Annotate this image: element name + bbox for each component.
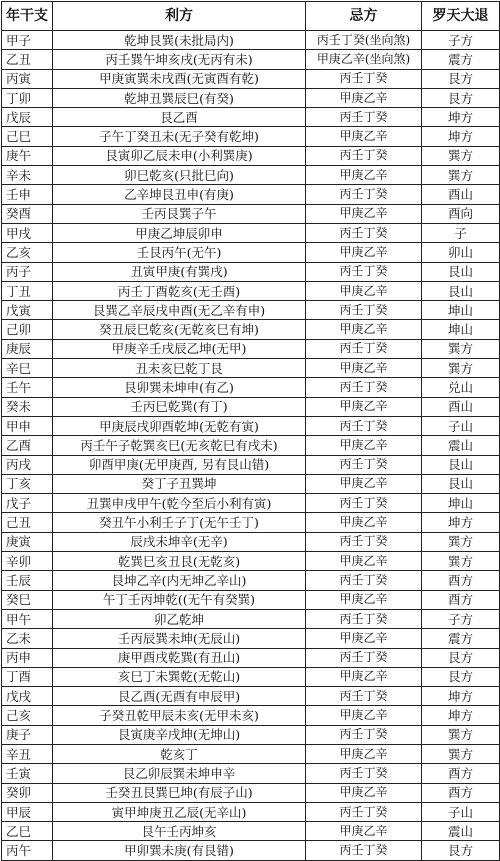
cell-avoid: 甲庚乙辛 [306,320,422,339]
cell-avoid: 丙壬丁癸(坐向煞) [306,31,422,50]
cell-avoid: 甲庚乙辛 [306,822,422,841]
table-row [2,744,500,763]
cell-year: 戊戌 [2,687,53,706]
cell-avoid: 丙壬丁癸 [306,416,422,435]
cell-favorable: 丑未亥巳乾丁艮 [53,359,306,378]
table-row [2,532,500,551]
cell-luotian: 巽方 [422,744,500,763]
cell-year: 乙巳 [2,822,53,841]
cell-favorable: 丑巽申戌甲午(乾今至后小利有寅) [53,494,306,513]
cell-avoid: 丙壬丁癸 [306,339,422,358]
cell-avoid: 甲庚乙辛 [306,513,422,532]
cell-favorable: 艮坤乙辛(内无坤乙辛山) [53,571,306,590]
cell-avoid: 丙壬丁癸 [306,69,422,88]
table-body [2,31,500,861]
cell-avoid: 甲庚乙辛(坐向煞) [306,50,422,69]
cell-luotian: 巽方 [422,359,500,378]
cell-luotian: 艮山 [422,281,500,300]
cell-favorable: 丙壬午子乾巽亥巳(无亥乾巳有戌未) [53,436,306,455]
cell-year: 壬寅 [2,764,53,783]
cell-year: 壬午 [2,378,53,397]
table-row [2,204,500,223]
cell-avoid: 甲庚乙辛 [306,552,422,571]
cell-avoid: 甲庚乙辛 [306,166,422,185]
cell-luotian: 子 [422,223,500,242]
cell-favorable: 甲庚辛壬戌辰乙坤(无甲) [53,339,306,358]
table-row [2,706,500,725]
cell-luotian: 巽方 [422,146,500,165]
cell-favorable: 艮乙酉(无酉有申辰甲) [53,687,306,706]
cell-luotian: 子山 [422,416,500,435]
cell-favorable: 乾坤艮巽(未批局内) [53,31,306,50]
cell-favorable: 壬丙艮巽子午 [53,204,306,223]
cell-avoid: 丙壬丁癸 [306,764,422,783]
cell-year: 甲子 [2,31,53,50]
cell-luotian: 艮方 [422,69,500,88]
table-row [2,69,500,88]
cell-year: 癸卯 [2,783,53,802]
cell-favorable: 丙壬丁酉乾亥(无壬酉) [53,281,306,300]
cell-luotian: 子方 [422,31,500,50]
table-row [2,378,500,397]
cell-luotian: 酉方 [422,590,500,609]
table-row [2,629,500,648]
cell-year: 辛巳 [2,359,53,378]
cell-year: 壬辰 [2,571,53,590]
table-row [2,667,500,686]
header-year: 年干支 [2,2,53,31]
cell-favorable: 丑寅甲庚(有巽戌) [53,262,306,281]
cell-favorable: 庚甲酉戌乾巽(有丑山) [53,648,306,667]
cell-favorable: 甲卯巽未庚(有艮错) [53,841,306,860]
table-row [2,301,500,320]
header-favorable: 利方 [53,2,306,31]
cell-year: 丁亥 [2,474,53,493]
table-row [2,436,500,455]
cell-avoid: 甲庚乙辛 [306,397,422,416]
table-row [2,281,500,300]
table-row [2,185,500,204]
cell-year: 乙亥 [2,243,53,262]
cell-favorable: 卯巳乾亥(只批巳向) [53,166,306,185]
cell-year: 丁酉 [2,667,53,686]
cell-luotian: 震方 [422,629,500,648]
cell-year: 甲申 [2,416,53,435]
cell-year: 甲辰 [2,802,53,821]
table-row [2,397,500,416]
table-row [2,822,500,841]
cell-luotian: 酉方 [422,571,500,590]
cell-luotian: 巽方 [422,339,500,358]
cell-year: 己卯 [2,320,53,339]
cell-year: 辛卯 [2,552,53,571]
cell-year: 庚寅 [2,532,53,551]
cell-year: 己亥 [2,706,53,725]
cell-luotian: 坤方 [422,108,500,127]
cell-luotian: 巽方 [422,532,500,551]
cell-luotian: 子方 [422,609,500,628]
cell-luotian: 酉向 [422,204,500,223]
cell-favorable: 壬癸丑艮巽巳坤(有辰子山) [53,783,306,802]
cell-year: 己巳 [2,127,53,146]
cell-avoid: 丙壬丁癸 [306,494,422,513]
cell-avoid: 丙壬丁癸 [306,108,422,127]
cell-avoid: 甲庚乙辛 [306,204,422,223]
cell-favorable: 乙辛坤艮丑申(有庚) [53,185,306,204]
table-row [2,783,500,802]
cell-luotian: 坤山 [422,320,500,339]
cell-favorable: 卯酉甲庚(无甲庚酉, 另有艮山错) [53,455,306,474]
table-row [2,571,500,590]
cell-luotian: 巽方 [422,725,500,744]
cell-avoid: 甲庚乙辛 [306,436,422,455]
cell-year: 癸巳 [2,590,53,609]
cell-avoid: 丙壬丁癸 [306,571,422,590]
cell-avoid: 丙壬丁癸 [306,532,422,551]
table-row [2,513,500,532]
cell-avoid: 丙壬丁癸 [306,455,422,474]
cell-favorable: 壬艮丙午(无午) [53,243,306,262]
cell-year: 庚午 [2,146,53,165]
cell-luotian: 震方 [422,50,500,69]
table-row [2,50,500,69]
table-row [2,764,500,783]
cell-avoid: 丙壬丁癸 [306,223,422,242]
table-row [2,88,500,107]
cell-year: 甲戌 [2,223,53,242]
table-row [2,166,500,185]
cell-favorable: 癸丑辰巳乾亥(无乾亥巳有坤) [53,320,306,339]
cell-avoid: 丙壬丁癸 [306,378,422,397]
cell-avoid: 甲庚乙辛 [306,783,422,802]
cell-favorable: 乾亥丁 [53,744,306,763]
cell-favorable: 午丁壬丙坤乾((无午有癸巽) [53,590,306,609]
cell-favorable: 辰戌未坤辛(无辛) [53,532,306,551]
cell-favorable: 艮寅卯乙辰未申(小利巽庚) [53,146,306,165]
cell-favorable: 子癸丑乾甲辰未亥(无甲未亥) [53,706,306,725]
cell-year: 乙未 [2,629,53,648]
cell-avoid: 丙壬丁癸 [306,802,422,821]
cell-year: 丙午 [2,841,53,860]
cell-favorable: 寅甲坤庚丑乙辰(无辛山) [53,802,306,821]
cell-avoid: 丙壬丁癸 [306,841,422,860]
cell-luotian: 巽方 [422,166,500,185]
cell-luotian: 坤山 [422,494,500,513]
table-row [2,339,500,358]
table-row [2,146,500,165]
cell-avoid: 甲庚乙辛 [306,474,422,493]
cell-avoid: 甲庚乙辛 [306,744,422,763]
cell-year: 辛丑 [2,744,53,763]
cell-year: 丁丑 [2,281,53,300]
cell-avoid: 甲庚乙辛 [306,281,422,300]
table-row [2,31,500,50]
cell-luotian: 酉山 [422,397,500,416]
cell-year: 丙申 [2,648,53,667]
cell-luotian: 酉方 [422,783,500,802]
cell-luotian: 兑山 [422,378,500,397]
cell-avoid: 甲庚乙辛 [306,667,422,686]
table-row [2,416,500,435]
cell-luotian: 震山 [422,822,500,841]
header-luotian: 罗天大退 [422,2,500,31]
cell-year: 丙子 [2,262,53,281]
table-row [2,320,500,339]
cell-avoid: 甲庚乙辛 [306,88,422,107]
cell-year: 壬申 [2,185,53,204]
cell-year: 甲午 [2,609,53,628]
cell-favorable: 艮乙卯辰巽未坤申辛 [53,764,306,783]
table-row [2,223,500,242]
table-row [2,455,500,474]
table-row [2,243,500,262]
table-row [2,262,500,281]
cell-year: 癸酉 [2,204,53,223]
cell-luotian: 艮方 [422,88,500,107]
cell-luotian: 艮山 [422,474,500,493]
cell-luotian: 坤山 [422,301,500,320]
cell-luotian: 坤方 [422,513,500,532]
table-row [2,552,500,571]
cell-favorable: 癸丁子丑巽坤 [53,474,306,493]
table-row [2,108,500,127]
table-row [2,359,500,378]
cell-avoid: 甲庚乙辛 [306,359,422,378]
cell-year: 丁卯 [2,88,53,107]
cell-year: 庚辰 [2,339,53,358]
cell-luotian: 震山 [422,436,500,455]
cell-favorable: 艮寅庚辛戌坤(无坤山) [53,725,306,744]
cell-favorable: 艮午壬丙坤亥 [53,822,306,841]
cell-luotian: 坤方 [422,127,500,146]
cell-avoid: 甲庚乙辛 [306,590,422,609]
cell-year: 癸未 [2,397,53,416]
cell-avoid: 丙壬丁癸 [306,609,422,628]
cell-luotian: 卯山 [422,243,500,262]
cell-luotian: 艮山 [422,455,500,474]
cell-luotian: 酉山 [422,185,500,204]
cell-favorable: 艮乙酉 [53,108,306,127]
cell-favorable: 壬丙辰巽未坤(无辰山) [53,629,306,648]
cell-favorable: 艮巽乙辛辰戌申酉(无乙辛有申) [53,301,306,320]
cell-favorable: 癸丑午小利壬子丁(无午壬丁) [53,513,306,532]
cell-luotian: 艮方 [422,667,500,686]
cell-luotian: 酉方 [422,764,500,783]
cell-luotian: 艮方 [422,841,500,860]
table-row [2,648,500,667]
table-row [2,841,500,860]
cell-favorable: 亥巳丁未巽乾(无乾山) [53,667,306,686]
cell-year: 乙丑 [2,50,53,69]
cell-favorable: 子午丁癸丑未(无子癸有乾坤) [53,127,306,146]
cell-avoid: 丙壬丁癸 [306,687,422,706]
cell-year: 己丑 [2,513,53,532]
cell-avoid: 丙壬丁癸 [306,725,422,744]
table-row [2,609,500,628]
cell-favorable: 甲庚寅巽未戌酉(无寅酉有乾) [53,69,306,88]
table-row [2,802,500,821]
cell-avoid: 丙壬丁癸 [306,648,422,667]
cell-favorable: 艮卯巽未坤申(有乙) [53,378,306,397]
cell-luotian: 子山 [422,802,500,821]
cell-avoid: 丙壬丁癸 [306,262,422,281]
header-avoid: 忌方 [306,2,422,31]
cell-year: 丙戌 [2,455,53,474]
cell-favorable: 乾坤丑巽辰巳(有癸) [53,88,306,107]
cell-year: 戊寅 [2,301,53,320]
cell-year: 辛未 [2,166,53,185]
cell-avoid: 丙壬丁癸 [306,301,422,320]
cell-favorable: 甲庚辰戌卯酉乾坤(无乾有寅) [53,416,306,435]
cell-luotian: 坤方 [422,687,500,706]
table-row [2,474,500,493]
cell-favorable: 丙壬巽午坤亥戌(无丙有未) [53,50,306,69]
cell-year: 庚子 [2,725,53,744]
cell-favorable: 壬丙巳乾巽(有丁) [53,397,306,416]
cell-avoid: 丙壬丁癸 [306,146,422,165]
cell-avoid: 丙壬丁癸 [306,185,422,204]
header-row [2,2,500,31]
cell-year: 戊辰 [2,108,53,127]
cell-avoid: 甲庚乙辛 [306,127,422,146]
cell-luotian: 艮山 [422,262,500,281]
almanac-table [1,1,500,861]
cell-year: 丙寅 [2,69,53,88]
cell-year: 戊子 [2,494,53,513]
table-row [2,687,500,706]
cell-luotian: 艮方 [422,648,500,667]
cell-year: 乙酉 [2,436,53,455]
cell-favorable: 甲庚乙坤辰卯申 [53,223,306,242]
cell-avoid: 甲庚乙辛 [306,706,422,725]
table-row [2,590,500,609]
cell-luotian: 坤方 [422,706,500,725]
table-row [2,127,500,146]
cell-favorable: 乾巽巳亥丑艮(无乾亥) [53,552,306,571]
table-row [2,494,500,513]
table-row [2,725,500,744]
cell-avoid: 甲庚乙辛 [306,629,422,648]
cell-favorable: 卯乙乾坤 [53,609,306,628]
cell-avoid: 甲庚乙辛 [306,243,422,262]
cell-luotian: 巽方 [422,552,500,571]
